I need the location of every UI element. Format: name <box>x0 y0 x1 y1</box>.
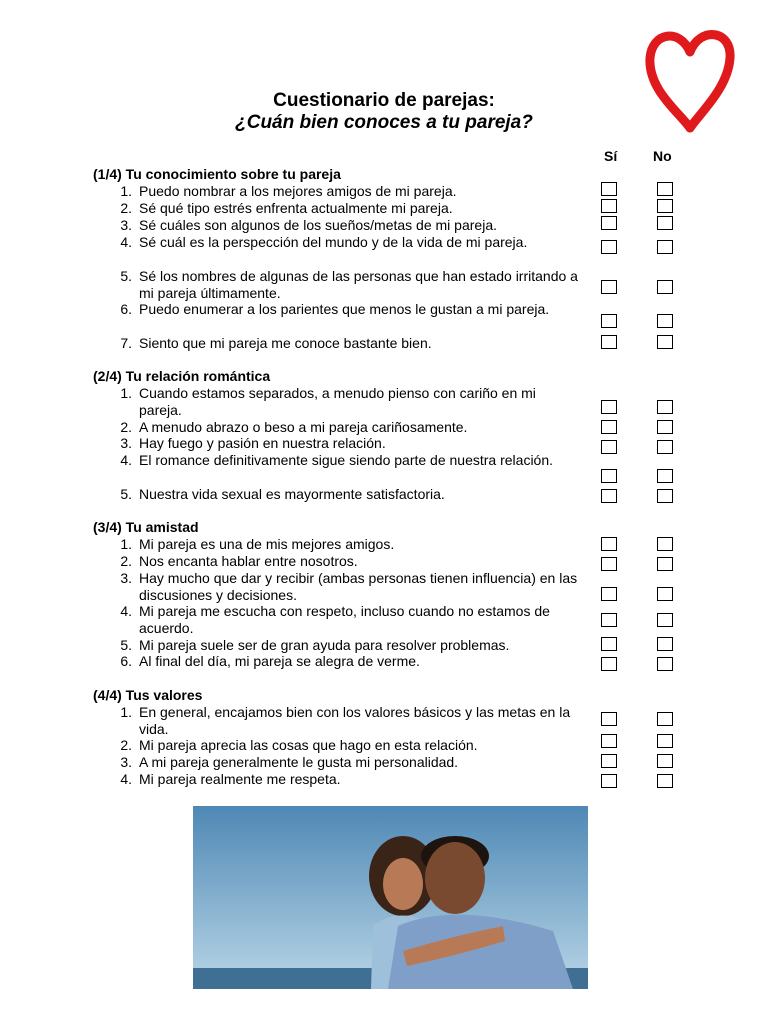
question-text: Puedo enumerar a los parientes que menos le gustan a mi pareja. <box>139 301 550 317</box>
question-text: A menudo abrazo o beso a mi pareja cariñosamente. <box>139 419 468 435</box>
question-text: Hay mucho que dar y recibir (ambas personas tienen influencia) en las discusiones y decisiones. <box>139 570 578 603</box>
question-text: En general, encajamos bien con los valores básicos y las metas en la vida. <box>139 704 571 737</box>
checkbox-no[interactable] <box>657 489 673 503</box>
section-title: (3/4) Tu amistad <box>93 519 199 535</box>
checkbox-yes[interactable] <box>601 657 617 671</box>
checkbox-yes[interactable] <box>601 774 617 788</box>
column-header-yes: Sí <box>604 148 618 164</box>
question-number: 2. <box>120 419 132 435</box>
checkbox-yes[interactable] <box>601 469 617 483</box>
question-number: 2. <box>120 737 132 753</box>
question-number: 6. <box>120 301 132 317</box>
question-number: 4. <box>120 234 132 250</box>
checkbox-yes[interactable] <box>601 199 617 213</box>
column-header-no: No <box>653 148 672 164</box>
checkbox-no[interactable] <box>657 314 673 328</box>
checkbox-no[interactable] <box>657 537 673 551</box>
question-text: Al final del día, mi pareja se alegra de verme. <box>139 653 420 669</box>
checkbox-no[interactable] <box>657 734 673 748</box>
question-text: Mi pareja realmente me respeta. <box>139 771 341 787</box>
question-number: 1. <box>120 183 132 199</box>
question-number: 3. <box>120 754 132 770</box>
question-text: Siento que mi pareja me conoce bastante bien. <box>139 335 432 351</box>
checkbox-no[interactable] <box>657 280 673 294</box>
checkbox-yes[interactable] <box>601 240 617 254</box>
page-subtitle: ¿Cuán bien conoces a tu pareja? <box>235 112 533 133</box>
checkbox-no[interactable] <box>657 216 673 230</box>
question-text: Sé qué tipo estrés enfrenta actualmente mi pareja. <box>139 200 453 216</box>
question-text: Sé cuáles son algunos de los sueños/metas de mi pareja. <box>139 217 497 233</box>
checkbox-yes[interactable] <box>601 440 617 454</box>
question-text: Sé cuál es la perspección del mundo y de la vida de mi pareja. <box>139 234 528 250</box>
question-text: Hay fuego y pasión en nuestra relación. <box>139 435 386 451</box>
checkbox-no[interactable] <box>657 420 673 434</box>
checkbox-no[interactable] <box>657 557 673 571</box>
checkbox-no[interactable] <box>657 469 673 483</box>
checkbox-no[interactable] <box>657 587 673 601</box>
question-number: 5. <box>120 268 132 284</box>
question-text: A mi pareja generalmente le gusta mi personalidad. <box>139 754 459 770</box>
checkbox-no[interactable] <box>657 400 673 414</box>
question-number: 3. <box>120 435 132 451</box>
checkbox-yes[interactable] <box>601 400 617 414</box>
checkbox-yes[interactable] <box>601 712 617 726</box>
checkbox-no[interactable] <box>657 613 673 627</box>
checkbox-yes[interactable] <box>601 335 617 349</box>
question-number: 1. <box>120 536 132 552</box>
question-text: Sé los nombres de algunas de las personas que han estado irritando a mi pareja últimamente. <box>139 268 578 301</box>
checkbox-yes[interactable] <box>601 489 617 503</box>
question-number: 5. <box>120 486 132 502</box>
question-text: Nuestra vida sexual es mayormente satisfactoria. <box>139 486 445 502</box>
checkbox-yes[interactable] <box>601 420 617 434</box>
question-text: Mi pareja suele ser de gran ayuda para resolver problemas. <box>139 637 510 653</box>
question-number: 3. <box>120 570 132 586</box>
checkbox-no[interactable] <box>657 712 673 726</box>
checkbox-yes[interactable] <box>601 613 617 627</box>
checkbox-yes[interactable] <box>601 754 617 768</box>
section-title: (1/4) Tu conocimiento sobre tu pareja <box>93 166 341 182</box>
checkbox-yes[interactable] <box>601 537 617 551</box>
checkbox-no[interactable] <box>657 182 673 196</box>
question-number: 3. <box>120 217 132 233</box>
section-title: (2/4) Tu relación romántica <box>93 368 271 384</box>
question-text: Mi pareja aprecia las cosas que hago en esta relación. <box>139 737 478 753</box>
question-number: 1. <box>120 385 132 401</box>
question-text: Nos encanta hablar entre nosotros. <box>139 553 358 569</box>
checkbox-no[interactable] <box>657 240 673 254</box>
question-number: 2. <box>120 553 132 569</box>
question-number: 4. <box>120 771 132 787</box>
checkbox-yes[interactable] <box>601 280 617 294</box>
page-title: Cuestionario de parejas: <box>273 90 495 111</box>
question-number: 1. <box>120 704 132 720</box>
question-text: Cuando estamos separados, a menudo pienso con cariño en mi pareja. <box>139 385 536 418</box>
checkbox-no[interactable] <box>657 199 673 213</box>
checkbox-yes[interactable] <box>601 587 617 601</box>
question-number: 7. <box>120 335 132 351</box>
checkbox-yes[interactable] <box>601 216 617 230</box>
checkbox-no[interactable] <box>657 440 673 454</box>
checkbox-no[interactable] <box>657 335 673 349</box>
checkbox-yes[interactable] <box>601 637 617 651</box>
checkbox-no[interactable] <box>657 774 673 788</box>
checkbox-yes[interactable] <box>601 557 617 571</box>
checkbox-yes[interactable] <box>601 182 617 196</box>
checkbox-no[interactable] <box>657 657 673 671</box>
question-number: 2. <box>120 200 132 216</box>
checkbox-no[interactable] <box>657 754 673 768</box>
question-text: Puedo nombrar a los mejores amigos de mi pareja. <box>139 183 457 199</box>
question-text: Mi pareja es una de mis mejores amigos. <box>139 536 395 552</box>
section-title: (4/4) Tus valores <box>93 687 203 703</box>
question-number: 4. <box>120 452 132 468</box>
question-text: Mi pareja me escucha con respeto, incluso cuando no estamos de acuerdo. <box>139 603 550 636</box>
checkbox-yes[interactable] <box>601 734 617 748</box>
couple-photo <box>193 806 588 989</box>
checkbox-no[interactable] <box>657 637 673 651</box>
question-number: 4. <box>120 603 132 619</box>
question-text: El romance definitivamente sigue siendo parte de nuestra relación. <box>139 452 554 468</box>
question-number: 5. <box>120 637 132 653</box>
checkbox-yes[interactable] <box>601 314 617 328</box>
question-number: 6. <box>120 653 132 669</box>
